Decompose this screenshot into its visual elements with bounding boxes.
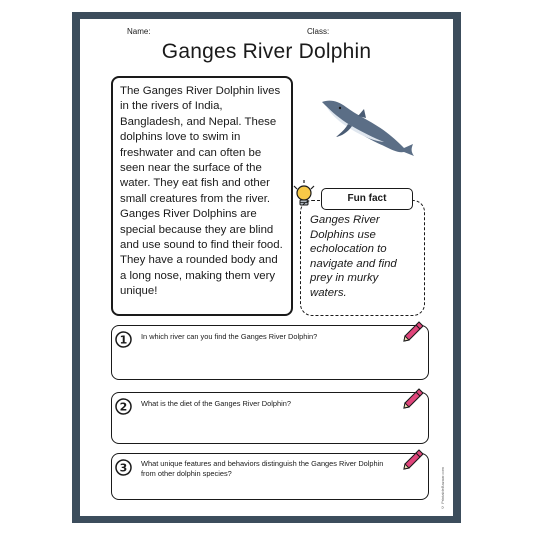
question-box-3[interactable]	[111, 453, 429, 500]
name-label: Name:	[127, 27, 151, 36]
pencil-icon	[401, 448, 425, 472]
class-label: Class:	[307, 27, 330, 36]
reading-passage: The Ganges River Dolphin lives in the rivers of India, Bangladesh, and Nepal. These dolphins love to swim in freshwater and can often be seen near the surface of the water. They eat fish and other small creatures from the river. Ganges River Dolphins are special because they are blind and use sound to find their food. They have a rounded body and a long nose, making them very unique!	[111, 76, 293, 316]
dolphin-illustration	[318, 92, 416, 162]
question-text: What is the diet of the Ganges River Dolphin?	[141, 399, 291, 408]
question-box-2[interactable]	[111, 392, 429, 444]
page-title: Ganges River Dolphin	[161, 40, 372, 63]
question-number: 2	[119, 400, 128, 414]
question-number: 3	[119, 461, 128, 475]
question-number: 1	[119, 333, 128, 347]
watermark: © PrintableBazaar.com	[440, 466, 445, 510]
question-text: In which river can you find the Ganges River Dolphin?	[141, 332, 318, 341]
question-text: What unique features and behaviors distinguish the Ganges River Dolphin from other dolphin species?	[141, 459, 384, 478]
fun-fact-text: Ganges River Dolphins use echolocation to navigate and find prey in murky waters.	[310, 214, 397, 299]
number-3-icon	[115, 459, 132, 476]
number-2-icon	[115, 398, 132, 415]
pencil-icon	[401, 387, 425, 411]
fun-fact-box	[300, 200, 425, 316]
fun-fact-label: Fun fact	[321, 188, 413, 210]
number-1-icon	[115, 331, 132, 348]
question-box-1[interactable]	[111, 325, 429, 380]
pencil-icon	[401, 320, 425, 344]
